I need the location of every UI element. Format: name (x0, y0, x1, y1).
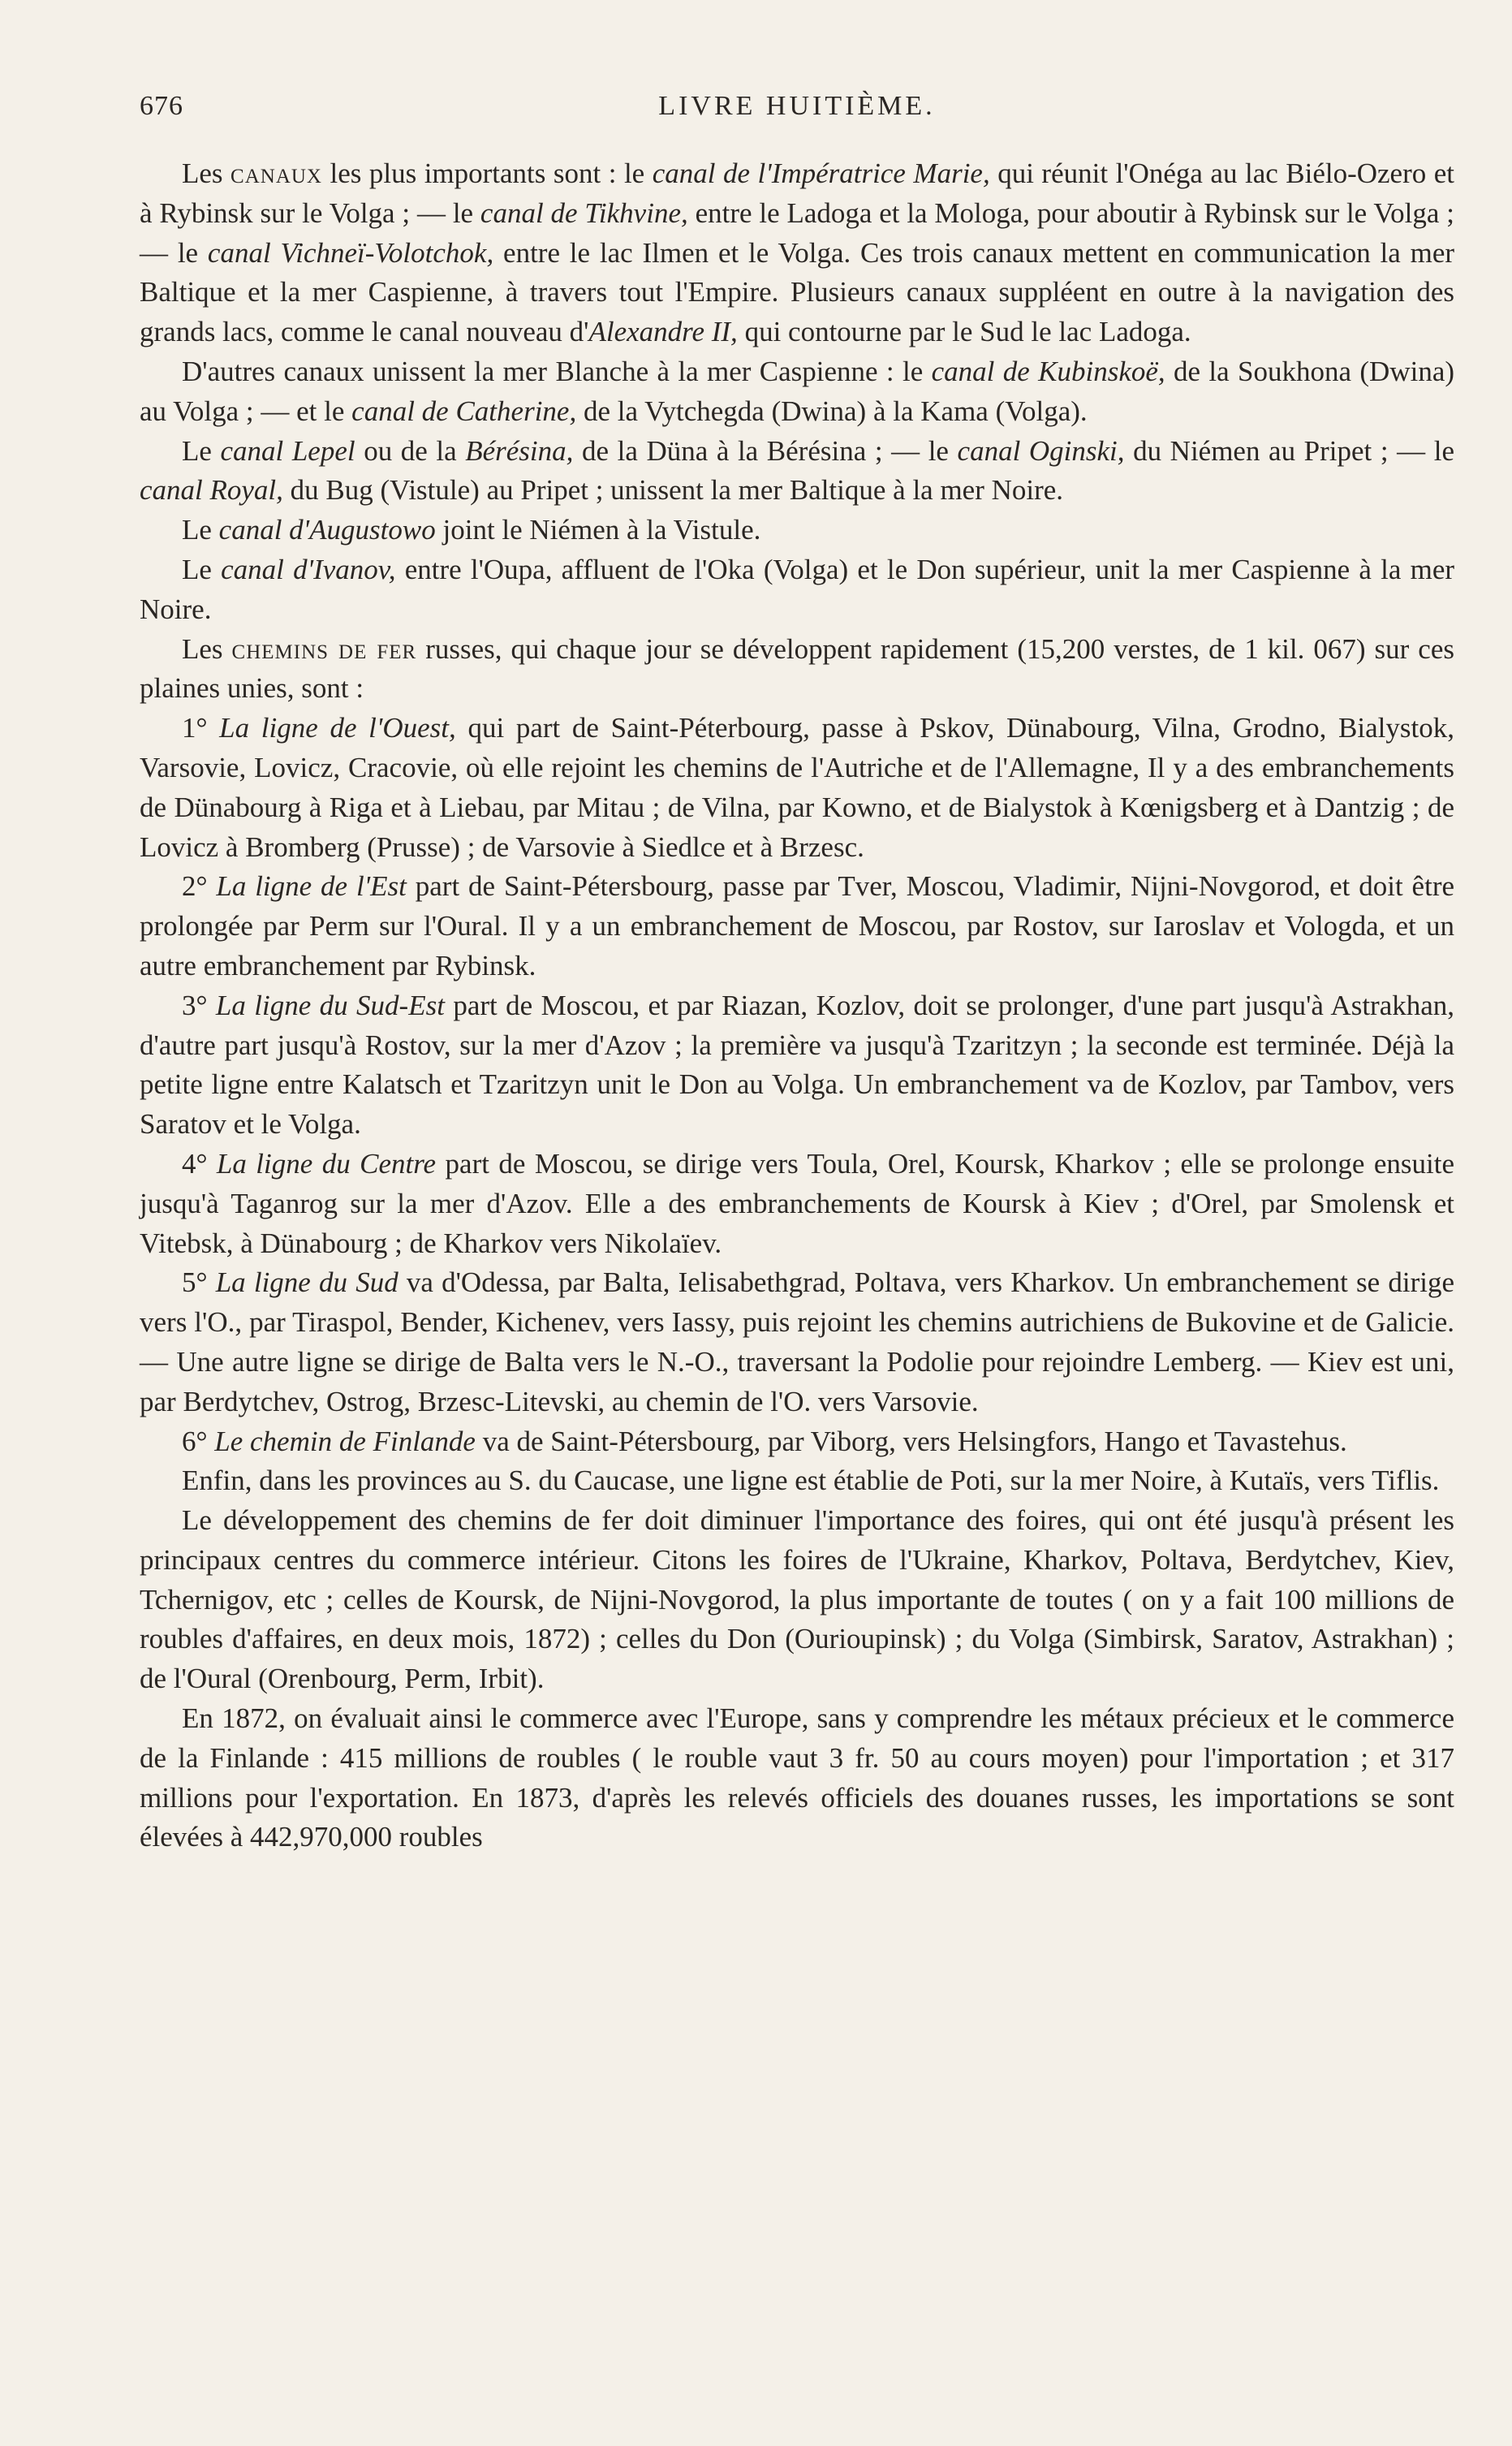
italic-term: La ligne du Centre (216, 1147, 437, 1180)
small-caps-term: canaux (230, 157, 322, 189)
paragraph-ligne-ouest: 1° La ligne de l'Ouest, qui part de Saint-Péterbourg, passe à Pskov, Dünabourg, Vilna, Grodno, Bialystok, Varsovie, Lovicz, Cracovie, où elle rejoint les chemins de l'Autriche et de l'Allemagne, Il y a des embranchements de Dünabourg à Riga et à Liebau, par Mitau ; de Vilna, par Kowno, et de Bialystok à Kœnigsberg et à Dantzig ; de Lovicz à Bromberg (Prusse) ; de Varsovie à Siedlce et à Brzesc. (140, 712, 1454, 863)
italic-term: Bérésina, (465, 434, 574, 467)
paragraph-canal-lepel: Le canal Lepel ou de la Bérésina, de la Düna à la Bérésina ; — le canal Oginski, du Niémen au Pripet ; — le canal Royal, du Bug (Vistule) au Pripet ; unissent la mer Baltique à la mer Noire. (140, 434, 1454, 507)
running-title: LIVRE HUITIÈME. (658, 91, 936, 121)
paragraph-augustowo: Le canal d'Augustowo joint le Niémen à la Vistule. (182, 514, 761, 546)
italic-term: La ligne de l'Ouest, (219, 712, 456, 744)
page-number: 676 (140, 91, 183, 121)
italic-term: canal Lepel (220, 434, 355, 467)
paragraph-foires: Le développement des chemins de fer doit diminuer l'importance des foires, qui ont été jusqu'à présent les principaux centres du commerce intérieur. Citons les foires de l'Ukraine, Kharkov, Poltava, Berdytchev, Kiev, Tchernigov, etc ; celles de Koursk, de Nijni-Novgorod, la plus importante de toutes ( on y a fait 100 millions de roubles d'affaires, en deux mois, 1872) ; celles du Don (Ourioupinsk) ; du Volga (Simbirsk, Saratov, Astrakhan) ; de l'Oural (Orenbourg, Perm, Irbit). (140, 1504, 1454, 1695)
paragraph-chemins-de-fer: Les chemins de fer russes, qui chaque jour se développent rapidement (15,200 verstes, de 1 kil. 067) sur ces plaines unies, sont : (140, 632, 1454, 705)
body-text (140, 154, 1454, 1857)
paragraph-ligne-sud-est: 3° La ligne du Sud-Est part de Moscou, et par Riazan, Kozlov, doit se prolonger, d'une part jusqu'à Astrakhan, d'autre part jusqu'à Rostov, sur la mer d'Azov ; la première va jusqu'à Tzaritzyn ; la seconde est terminée. Déjà la petite ligne entre Kalatsch et Tzaritzyn unit le Don au Volga. Un embranchement va de Kozlov, par Tambov, vers Saratov et le Volga. (140, 989, 1455, 1141)
italic-term: canal Royal, (140, 474, 283, 507)
paragraph-chemin-finlande: 6° Le chemin de Finlande va de Saint-Pétersbourg, par Viborg, vers Helsingfors, Hango et Tavastehus. (182, 1425, 1347, 1457)
italic-term: canal d'Ivanov, (221, 553, 396, 585)
small-caps-term: chemins de fer (231, 632, 417, 665)
italic-term: canal Oginski, (957, 434, 1125, 467)
italic-term: canal Vichneï-Volotchok, (207, 236, 494, 269)
paragraph-ligne-sud: 5° La ligne du Sud va d'Odessa, par Balta, Ielisabethgrad, Poltava, vers Kharkov. Un embranchement se dirige vers l'O., par Tiraspol, Bender, Kichenev, vers Iassy, puis rejoint les chemins autrichiens de Bukovine et de Galicie. — Une autre ligne se dirige de Balta vers le N.-O., traversant la Podolie pour rejoindre Lemberg. — Kiev est uni, par Berdytchev, Ostrog, Brzesc-Litevski, au chemin de l'O. vers Varsovie. (140, 1266, 1454, 1417)
italic-term: canal de Catherine, (351, 395, 577, 427)
paragraph-canaux-principaux: Les canaux les plus importants sont : le canal de l'Impératrice Marie, qui réunit l'Onéga au lac Biélo-Ozero et à Rybinsk sur le Volga ; — le canal de Tikhvine, entre le Ladoga et la Mologa, pour aboutir à Rybinsk sur le Volga ; — le canal Vichneï-Volotchok, entre le lac Ilmen et le Volga. Ces trois canaux mettent en communication la mer Baltique et la mer Caspienne, à travers tout l'Empire. Plusieurs canaux suppléent en outre à la navigation des grands lacs, comme le canal nouveau d'Alexandre II, qui contourne par le Sud le lac Ladoga. (140, 157, 1455, 348)
italic-term: La ligne du Sud (215, 1266, 398, 1299)
paragraph-ligne-centre: 4° La ligne du Centre part de Moscou, se dirige vers Toula, Orel, Koursk, Kharkov ; elle se prolonge ensuite jusqu'à Taganrog sur la mer d'Azov. Elle a des embranchements de Koursk à Kiev ; d'Orel, par Smolensk et Vitebsk, à Dünabourg ; de Kharkov vers Nikolaïev. (140, 1147, 1454, 1259)
paragraph-ivanov: Le canal d'Ivanov, entre l'Oupa, affluent de l'Oka (Volga) et le Don supérieur, unit la mer Caspienne à la mer Noire. (140, 553, 1455, 625)
italic-term: canal d'Augustowo (218, 514, 436, 546)
page-header (140, 91, 1454, 132)
italic-term: canal de Kubinskoë, (931, 355, 1165, 387)
italic-term: Alexandre II, (588, 316, 738, 348)
paragraph-commerce: En 1872, on évaluait ainsi le commerce avec l'Europe, sans y comprendre les métaux précieux et le commerce de la Finlande : 415 millions de roubles ( le rouble vaut 3 fr. 50 au cours moyen) pour l'importation ; et 317 millions pour l'exportation. En 1873, d'après les relevés officiels des douanes russes, les importations se sont élevées à 442,970,000 roubles (140, 1702, 1454, 1853)
paragraph-ligne-est: 2° La ligne de l'Est part de Saint-Pétersbourg, passe par Tver, Moscou, Vladimir, Nijni-Novgorod, et doit être prolongée par Perm sur l'Oural. Il y a un embranchement de Moscou, par Rostov, sur Iaroslav et Vologda, et un autre embranchement par Rybinsk. (140, 870, 1455, 981)
italic-term: La ligne de l'Est (216, 870, 407, 903)
paragraph-caucase: Enfin, dans les provinces au S. du Caucase, une ligne est établie de Poti, sur la mer Noire, à Kutaïs, vers Tiflis. (182, 1465, 1440, 1497)
italic-term: canal de l'Impératrice Marie, (652, 157, 990, 189)
italic-term: Le chemin de Finlande (214, 1425, 476, 1457)
paragraph-mer-blanche: D'autres canaux unissent la mer Blanche à la mer Caspienne : le canal de Kubinskoë, de la Soukhona (Dwina) au Volga ; — et le canal de Catherine, de la Vytchegda (Dwina) à la Kama (Volga). (140, 355, 1455, 427)
italic-term: La ligne du Sud-Est (215, 989, 445, 1021)
italic-term: canal de Tikhvine, (480, 196, 688, 229)
